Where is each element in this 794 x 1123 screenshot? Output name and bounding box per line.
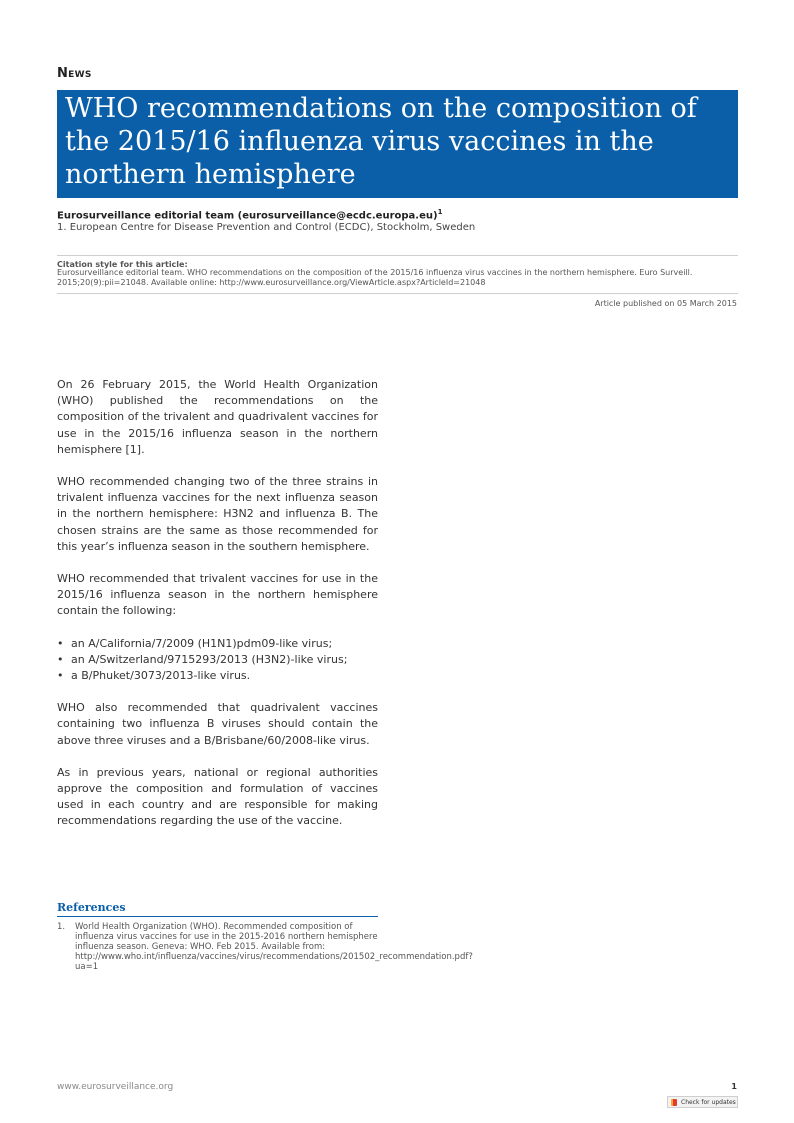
article-title: WHO recommendations on the composition of the 2015/16 influenza virus vaccines in the northern hemisphere: [65, 93, 697, 190]
paragraph: As in previous years, national or regional authorities approve the composition and formulation of vaccines used in each country and are responsible for making recommendations regarding the use of the vaccine.: [57, 765, 378, 828]
page-number: 1: [731, 1082, 737, 1091]
author-affiliation-marker: 1: [437, 208, 443, 216]
title-banner: [57, 90, 738, 198]
published-date: Article published on 05 March 2015: [594, 299, 737, 308]
bullet-icon: •: [57, 669, 64, 683]
paragraph: On 26 February 2015, the World Health Organization (WHO) published the recommendations on the composition of the trivalent and quadrivalent vaccines for use in the 2015/16 influenza season in the northern hemisphere [1].: [57, 378, 378, 456]
citation-label: Citation style for this article:: [57, 260, 188, 269]
check-for-updates-button[interactable]: [667, 1096, 738, 1108]
list-item: • a B/Phuket/3073/2013-like virus.: [57, 668, 378, 684]
footer-url[interactable]: www.eurosurveillance.org: [57, 1082, 174, 1092]
reference-number: 1.: [57, 922, 66, 932]
reference-text: World Health Organization (WHO). Recommended composition of influenza virus vaccines for use in the 2015-2016 northern hemisphere influenza season. Geneva: WHO. Feb 2015. Available from: http://www.who.int/influenza/vaccines/virus/recommendations/201502_recommendation.pdf?ua=1: [75, 922, 473, 972]
list-item: • an A/Switzerland/9715293/2013 (H3N2)-like virus;: [57, 652, 378, 668]
references-divider: [57, 916, 378, 917]
bullet-icon: •: [57, 636, 64, 650]
author-affiliation: 1. European Centre for Disease Prevention and Control (ECDC), Stockholm, Sweden: [57, 222, 476, 233]
author-name: Eurosurveillance editorial team (eurosurveillance@ecdc.europa.eu): [57, 210, 438, 222]
list-item: • an A/California/7/2009 (H1N1)pdm09-like virus;: [57, 636, 378, 652]
references-heading: References: [57, 901, 126, 914]
paragraph: WHO also recommended that quadrivalent vaccines containing two influenza B viruses should contain the above three viruses and a B/Brisbane/60/2008-like virus.: [57, 701, 378, 747]
bullet-icon: •: [57, 652, 64, 666]
crossmark-icon: [671, 1099, 677, 1106]
check-for-updates-label: Check for updates: [681, 1098, 736, 1106]
divider: [57, 255, 738, 256]
section-label: News: [57, 66, 92, 81]
strain-list: [57, 636, 378, 685]
divider: [57, 293, 738, 294]
author-line: [57, 208, 442, 221]
reference-item: [57, 922, 473, 972]
paragraph: WHO recommended that trivalent vaccines for use in the 2015/16 influenza season in the northern hemisphere contain the following:: [57, 572, 378, 618]
citation-text: Eurosurveillance editorial team. WHO recommendations on the composition of the 2015/16 influenza virus vaccines in the northern hemisphere. Euro Surveill. 2015;20(9):pii=21048. Available online: http://www.eurosurveillance.org/ViewArticle.aspx?ArticleId=21048: [57, 268, 693, 287]
paragraph: WHO recommended changing two of the three strains in trivalent influenza vaccines for the next influenza season in the northern hemisphere: H3N2 and influenza B. The chosen strains are the same as those recommended for this year’s influenza season in the southern hemisphere.: [57, 475, 378, 553]
article-body: [57, 377, 378, 846]
